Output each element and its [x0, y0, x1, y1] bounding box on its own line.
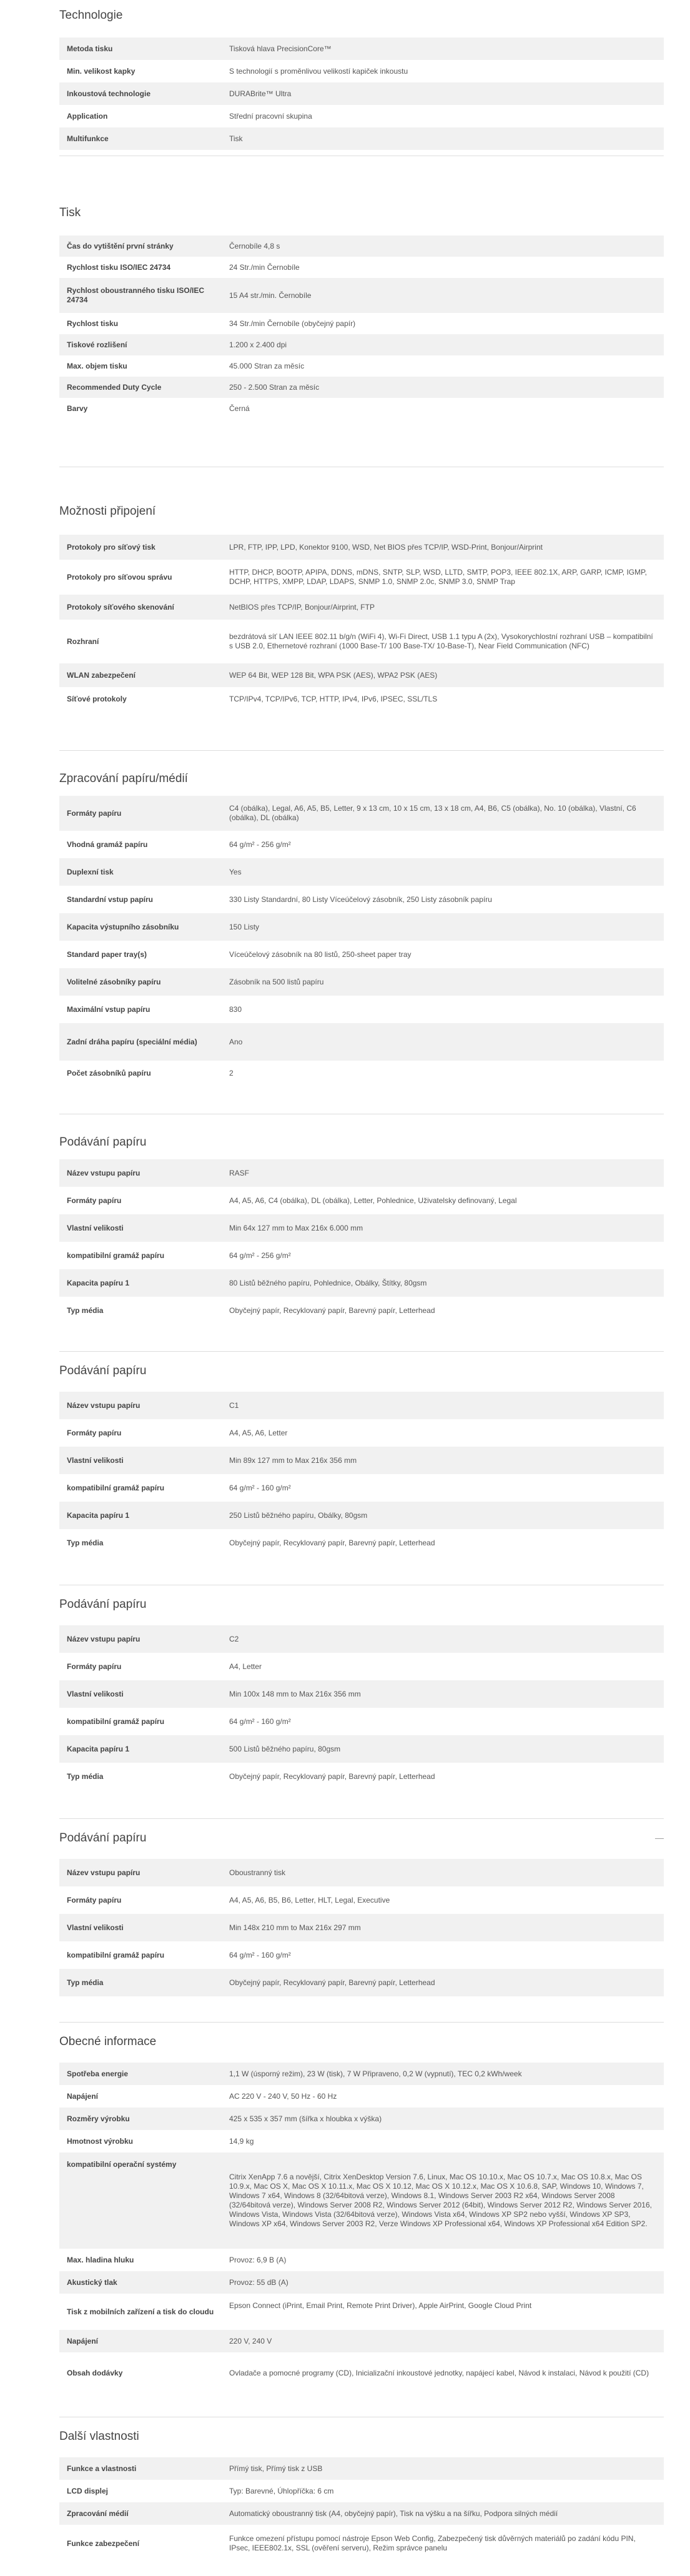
row-label: Název vstupu papíru	[59, 1159, 222, 1187]
section-dalsi-vlastnosti	[59, 2417, 664, 2576]
row-label: Kapacita papíru 1	[59, 1269, 222, 1297]
row-label: Formáty papíru	[59, 796, 222, 831]
table-row	[59, 2271, 664, 2294]
row-value: Obyčejný papír, Recyklovaný papír, Barevný papír, Letterhead	[222, 1529, 664, 1557]
row-label: Napájení	[59, 2085, 222, 2108]
table-row	[59, 1447, 664, 1474]
row-value: Provoz: 6,9 B (A)	[222, 2249, 664, 2271]
table-row	[59, 913, 664, 941]
row-label: Kapacita papíru 1	[59, 1735, 222, 1763]
row-value: Yes	[222, 858, 664, 886]
row-label: Vlastní velikosti	[59, 1680, 222, 1708]
row-value: Funkce omezení přístupu pomocí nástroje Epson Web Config, Zabezpečený tisk důvěrných materiálů po zadání kódu PIN, IPsec, IEEE802.1x, SSL (ověření serveru), Režim správce panelu	[222, 2525, 664, 2562]
table-row	[59, 1269, 664, 1297]
row-label: Rychlost oboustranného tisku ISO/IEC 24734	[59, 278, 222, 313]
table-row	[59, 377, 664, 398]
row-value: bezdrátová síť LAN IEEE 802.11 b/g/n (WiFi 4), Wi-Fi Direct, USB 1.1 typu A (2x), Vysokorychlostní rozhraní USB – kompatibilní s USB 2.0, Ethernetové rozhraní (1000 Base-T/ 100 Base-TX/ 10-Base-T), Near Field Communication (NFC)	[222, 620, 664, 663]
row-label: Vlastní velikosti	[59, 1447, 222, 1474]
table-row	[59, 257, 664, 278]
row-label: Zadní dráha papíru (speciální média)	[59, 1023, 222, 1061]
table-row	[59, 968, 664, 996]
row-value: 220 V, 240 V	[222, 2330, 664, 2352]
row-label: Kapacita výstupního zásobníku	[59, 913, 222, 941]
section-obecne-informace	[59, 2023, 664, 2417]
row-label: Typ média	[59, 1763, 222, 1790]
row-value: A4, A5, A6, C4 (obálka), DL (obálka), Letter, Pohlednice, Uživatelsky definovaný, Legal	[222, 1187, 664, 1214]
row-label: LCD displej	[59, 2480, 222, 2502]
table-row	[59, 235, 664, 257]
spec-table	[59, 235, 664, 419]
row-label: Síťové protokoly	[59, 687, 222, 711]
row-value: 425 x 535 x 357 mm (šířka x hloubka x výška)	[222, 2108, 664, 2130]
table-row	[59, 1419, 664, 1447]
row-value: WEP 64 Bit, WEP 128 Bit, WPA PSK (AES), WPA2 PSK (AES)	[222, 663, 664, 687]
row-label: Vlastní velikosti	[59, 1214, 222, 1242]
table-row	[59, 2525, 664, 2562]
table-row	[59, 796, 664, 831]
row-value: 15 A4 str./min. Černobíle	[222, 278, 664, 313]
table-row	[59, 1653, 664, 1680]
table-row	[59, 1859, 664, 1886]
table-row	[59, 1392, 664, 1419]
row-label: Standard paper tray(s)	[59, 941, 222, 968]
row-label: Min. velikost kapky	[59, 60, 222, 82]
row-value: A4, A5, A6, Letter	[222, 1419, 664, 1447]
row-label: Protokoly pro síťovou správu	[59, 560, 222, 595]
spec-table	[59, 2457, 664, 2562]
row-label: Spotřeba energie	[59, 2063, 222, 2085]
row-label: Název vstupu papíru	[59, 1625, 222, 1653]
row-value: 45.000 Stran za měsíc	[222, 355, 664, 377]
row-label: Rozměry výrobku	[59, 2108, 222, 2130]
section-title: Podávání papíru	[59, 1136, 147, 1149]
section-podavani-papiru-c1	[59, 1352, 664, 1585]
row-value: Víceúčelový zásobník na 80 listů, 250-sheet paper tray	[222, 941, 664, 968]
row-label: Rozhraní	[59, 620, 222, 663]
row-label: Barvy	[59, 398, 222, 419]
spec-table	[59, 2063, 664, 2394]
collapse-dash-icon[interactable]: —	[655, 1833, 664, 1843]
table-row	[59, 1735, 664, 1763]
row-value: AC 220 V - 240 V, 50 Hz - 60 Hz	[222, 2085, 664, 2108]
row-label: Standardní vstup papíru	[59, 886, 222, 913]
row-label: Metoda tisku	[59, 37, 222, 60]
row-value: 80 Listů běžného papíru, Pohlednice, Obálky, Štítky, 80gsm	[222, 1269, 664, 1297]
table-row	[59, 886, 664, 913]
row-label: kompatibilní operační systémy	[59, 2152, 222, 2249]
row-value: 2	[222, 1061, 664, 1086]
table-row	[59, 941, 664, 968]
row-value: RASF	[222, 1159, 664, 1187]
row-value: 500 Listů běžného papíru, 80gsm	[222, 1735, 664, 1763]
table-row	[59, 278, 664, 313]
section-technologie	[59, 0, 664, 156]
table-row	[59, 1502, 664, 1529]
table-row	[59, 1969, 664, 1996]
row-value: 34 Str./min Černobíle (obyčejný papír)	[222, 313, 664, 334]
row-value: 150 Listy	[222, 913, 664, 941]
row-value: 64 g/m² - 160 g/m²	[222, 1941, 664, 1969]
row-label: Application	[59, 105, 222, 127]
table-row	[59, 2063, 664, 2085]
row-label: Protokoly síťového skenování	[59, 595, 222, 620]
row-value: C2	[222, 1625, 664, 1653]
row-label: Recommended Duty Cycle	[59, 377, 222, 398]
table-row	[59, 1023, 664, 1061]
row-value: Provoz: 55 dB (A)	[222, 2271, 664, 2294]
row-value: HTTP, DHCP, BOOTP, APIPA, DDNS, mDNS, SNTP, SLP, WSD, LLTD, SMTP, POP3, IEEE 802.1X, ARP, GARP, ICMP, IGMP, DCHP, HTTPS, XMPP, LDAP, LDAPS, SNMP 1.0, SNMP 2.0c, SNMP 3.0, SNMP Trap	[222, 560, 664, 595]
row-value: Tisková hlava PrecisionCore™	[222, 37, 664, 60]
spec-table	[59, 37, 664, 150]
table-row	[59, 2502, 664, 2525]
section-tisk	[59, 189, 664, 467]
section-title: Obecné informace	[59, 2035, 157, 2048]
row-value: Typ: Barevné, Úhlopříčka: 6 cm	[222, 2480, 664, 2502]
table-row	[59, 1242, 664, 1269]
row-value: 64 g/m² - 256 g/m²	[222, 1242, 664, 1269]
row-value: Černobíle 4,8 s	[222, 235, 664, 257]
row-label: kompatibilní gramáž papíru	[59, 1242, 222, 1269]
table-row	[59, 105, 664, 127]
table-row	[59, 1187, 664, 1214]
row-label: Obsah dodávky	[59, 2352, 222, 2394]
table-row	[59, 1886, 664, 1914]
row-value: Epson Connect (iPrint, Email Print, Remote Print Driver), Apple AirPrint, Google Cloud Print	[222, 2294, 664, 2330]
row-value: Obyčejný papír, Recyklovaný papír, Barevný papír, Letterhead	[222, 1763, 664, 1790]
row-value: Tisk	[222, 127, 664, 150]
table-row	[59, 334, 664, 355]
row-value: Zásobník na 500 listů papíru	[222, 968, 664, 996]
section-title: Další vlastnosti	[59, 2430, 139, 2443]
table-row	[59, 996, 664, 1023]
row-label: Hmotnost výrobku	[59, 2130, 222, 2152]
row-value: Obyčejný papír, Recyklovaný papír, Barevný papír, Letterhead	[222, 1297, 664, 1324]
row-label: Multifunkce	[59, 127, 222, 150]
table-row	[59, 1474, 664, 1502]
table-row	[59, 1529, 664, 1557]
row-label: Název vstupu papíru	[59, 1859, 222, 1886]
spec-table	[59, 1392, 664, 1557]
table-row	[59, 2108, 664, 2130]
table-row	[59, 1297, 664, 1324]
row-label: kompatibilní gramáž papíru	[59, 1941, 222, 1969]
table-row	[59, 1763, 664, 1790]
row-label: Rychlost tisku ISO/IEC 24734	[59, 257, 222, 278]
row-label: Zpracování médií	[59, 2502, 222, 2525]
section-title: Tisk	[59, 206, 81, 219]
row-value: TCP/IPv4, TCP/IPv6, TCP, HTTP, IPv4, IPv6, IPSEC, SSL/TLS	[222, 687, 664, 711]
section-podavani-papiru-rasf	[59, 1114, 664, 1352]
table-row	[59, 2130, 664, 2152]
row-value: 250 Listů běžného papíru, Obálky, 80gsm	[222, 1502, 664, 1529]
section-podavani-papiru-duplex	[59, 1819, 664, 2023]
row-value: Min 148x 210 mm to Max 216x 297 mm	[222, 1914, 664, 1941]
row-label: Rychlost tisku	[59, 313, 222, 334]
table-row	[59, 1708, 664, 1735]
row-value: Přímý tisk, Přímý tisk z USB	[222, 2457, 664, 2480]
row-value: Min 64x 127 mm to Max 216x 6.000 mm	[222, 1214, 664, 1242]
table-row	[59, 2480, 664, 2502]
row-value: NetBIOS přes TCP/IP, Bonjour/Airprint, FTP	[222, 595, 664, 620]
table-row	[59, 595, 664, 620]
section-moznosti-pripojeni	[59, 490, 664, 751]
table-row	[59, 398, 664, 419]
row-value: Min 100x 148 mm to Max 216x 356 mm	[222, 1680, 664, 1708]
table-row	[59, 1914, 664, 1941]
row-value: Automatický oboustranný tisk (A4, obyčejný papír), Tisk na výšku a na šířku, Podpora silných médií	[222, 2502, 664, 2525]
section-title: Zpracování papíru/médií	[59, 772, 188, 785]
table-row	[59, 560, 664, 595]
table-row	[59, 2152, 664, 2249]
row-label: Maximální vstup papíru	[59, 996, 222, 1023]
row-label: Formáty papíru	[59, 1419, 222, 1447]
row-value: Obyčejný papír, Recyklovaný papír, Barevný papír, Letterhead	[222, 1969, 664, 1996]
row-value: 330 Listy Standardní, 80 Listy Víceúčelový zásobník, 250 Listy zásobník papíru	[222, 886, 664, 913]
row-value: Ano	[222, 1023, 664, 1061]
table-row	[59, 858, 664, 886]
table-row	[59, 831, 664, 858]
section-title: Podávání papíru	[59, 1598, 147, 1611]
row-label: Akustický tlak	[59, 2271, 222, 2294]
table-row	[59, 60, 664, 82]
table-row	[59, 535, 664, 560]
row-label: Název vstupu papíru	[59, 1392, 222, 1419]
row-value: S technologií s proměnlivou velikostí kapiček inkoustu	[222, 60, 664, 82]
table-row	[59, 2085, 664, 2108]
row-value: Ovladače a pomocné programy (CD), Inicializační inkoustové jednotky, napájecí kabel, Návod k instalaci, Návod k použití (CD)	[222, 2352, 664, 2394]
row-label: Volitelné zásobníky papíru	[59, 968, 222, 996]
table-row	[59, 687, 664, 711]
row-value: 24 Str./min Černobíle	[222, 257, 664, 278]
row-value: Střední pracovní skupina	[222, 105, 664, 127]
table-row	[59, 1941, 664, 1969]
row-value: C1	[222, 1392, 664, 1419]
row-label: Formáty papíru	[59, 1187, 222, 1214]
row-label: Funkce a vlastnosti	[59, 2457, 222, 2480]
table-row	[59, 2457, 664, 2480]
row-label: Max. objem tisku	[59, 355, 222, 377]
row-value: 250 - 2.500 Stran za měsíc	[222, 377, 664, 398]
row-label: Max. hladina hluku	[59, 2249, 222, 2271]
row-label: Kapacita papíru 1	[59, 1502, 222, 1529]
row-value: 64 g/m² - 256 g/m²	[222, 831, 664, 858]
row-value: 64 g/m² - 160 g/m²	[222, 1708, 664, 1735]
section-title: Technologie	[59, 9, 123, 22]
row-value: 64 g/m² - 160 g/m²	[222, 1474, 664, 1502]
row-label: Tisk z mobilních zařízení a tisk do cloudu	[59, 2294, 222, 2330]
row-value: Oboustranný tisk	[222, 1859, 664, 1886]
row-value: DURABrite™ Ultra	[222, 82, 664, 105]
section-podavani-papiru-c2	[59, 1585, 664, 1819]
row-label: Vlastní velikosti	[59, 1914, 222, 1941]
table-row	[59, 2249, 664, 2271]
row-value: LPR, FTP, IPP, LPD, Konektor 9100, WSD, Net BIOS přes TCP/IP, WSD-Print, Bonjour/Airprint	[222, 535, 664, 560]
row-label: kompatibilní gramáž papíru	[59, 1708, 222, 1735]
row-value: 1,1 W (úsporný režim), 23 W (tisk), 7 W Připraveno, 0,2 W (vypnutí), TEC 0,2 kWh/week	[222, 2063, 664, 2085]
section-title: Podávání papíru	[59, 1364, 147, 1377]
table-row	[59, 37, 664, 60]
row-label: kompatibilní gramáž papíru	[59, 1474, 222, 1502]
table-row	[59, 2352, 664, 2394]
table-row	[59, 1214, 664, 1242]
table-row	[59, 2294, 664, 2330]
row-label: Formáty papíru	[59, 1886, 222, 1914]
table-row	[59, 1061, 664, 1086]
spec-table	[59, 1625, 664, 1790]
row-label: Typ média	[59, 1297, 222, 1324]
row-value: C4 (obálka), Legal, A6, A5, B5, Letter, 9 x 13 cm, 10 x 15 cm, 13 x 18 cm, A4, B6, C5 (obálka), No. 10 (obálka), Vlastní, C6 (obálka), DL (obálka)	[222, 796, 664, 831]
table-row	[59, 1159, 664, 1187]
row-label: Duplexní tisk	[59, 858, 222, 886]
table-row	[59, 1625, 664, 1653]
row-label: Typ média	[59, 1529, 222, 1557]
table-row	[59, 2330, 664, 2352]
row-value: Černá	[222, 398, 664, 419]
table-row	[59, 127, 664, 150]
row-label: Počet zásobníků papíru	[59, 1061, 222, 1086]
table-row	[59, 82, 664, 105]
row-label: Inkoustová technologie	[59, 82, 222, 105]
row-value: 14,9 kg	[222, 2130, 664, 2152]
section-title: Podávání papíru	[59, 1831, 147, 1845]
row-value: A4, A5, A6, B5, B6, Letter, HLT, Legal, Executive	[222, 1886, 664, 1914]
spec-table	[59, 796, 664, 1086]
table-row	[59, 620, 664, 663]
row-value: Min 89x 127 mm to Max 216x 356 mm	[222, 1447, 664, 1474]
row-label: Protokoly pro síťový tisk	[59, 535, 222, 560]
row-label: Formáty papíru	[59, 1653, 222, 1680]
row-value: 1.200 x 2.400 dpi	[222, 334, 664, 355]
section-title: Možnosti připojení	[59, 505, 156, 518]
spec-table	[59, 1159, 664, 1324]
spec-table	[59, 535, 664, 711]
row-label: Vhodná gramáž papíru	[59, 831, 222, 858]
row-label: WLAN zabezpečení	[59, 663, 222, 687]
row-label: Typ média	[59, 1969, 222, 1996]
table-row	[59, 355, 664, 377]
table-row	[59, 1680, 664, 1708]
row-value: Citrix XenApp 7.6 a novější, Citrix XenDesktop Version 7.6, Linux, Mac OS 10.10.x, Mac OS 10.7.x, Mac OS 10.8.x, Mac OS 10.9.x, Mac OS X, Mac OS X 10.11.x, Mac OS X 10.12, Mac OS X 10.12.x, Mac OS X 10.6.8, SAP, Windows 10, Windows 7, Windows 7 x64, Windows 8 (32/64bitová verze), Windows 8.1, Windows Server 2003 R2 x64, Windows Server 2008 (32/64bitová verze), Windows Server 2008 R2, Windows Server 2012 (64bit), Windows Server 2012 R2, Windows Server 2016, Windows Vista, Windows Vista (32/64bitová verze), Windows Vista x64, Windows XP SP2 nebo vyšší, Windows XP SP3, Windows XP x64, Windows Server 2003 R2, Verze Windows XP Professional x64, Windows XP Professional x64 Edition SP2.	[222, 2152, 664, 2249]
row-label: Funkce zabezpečení	[59, 2525, 222, 2562]
row-value: A4, Letter	[222, 1653, 664, 1680]
row-value: 830	[222, 996, 664, 1023]
row-label: Čas do vytištění první stránky	[59, 235, 222, 257]
table-row	[59, 313, 664, 334]
section-zpracovani-papiru	[59, 763, 664, 1114]
row-label: Tiskové rozlišení	[59, 334, 222, 355]
table-row	[59, 663, 664, 687]
spec-table	[59, 1859, 664, 1996]
row-label: Napájení	[59, 2330, 222, 2352]
